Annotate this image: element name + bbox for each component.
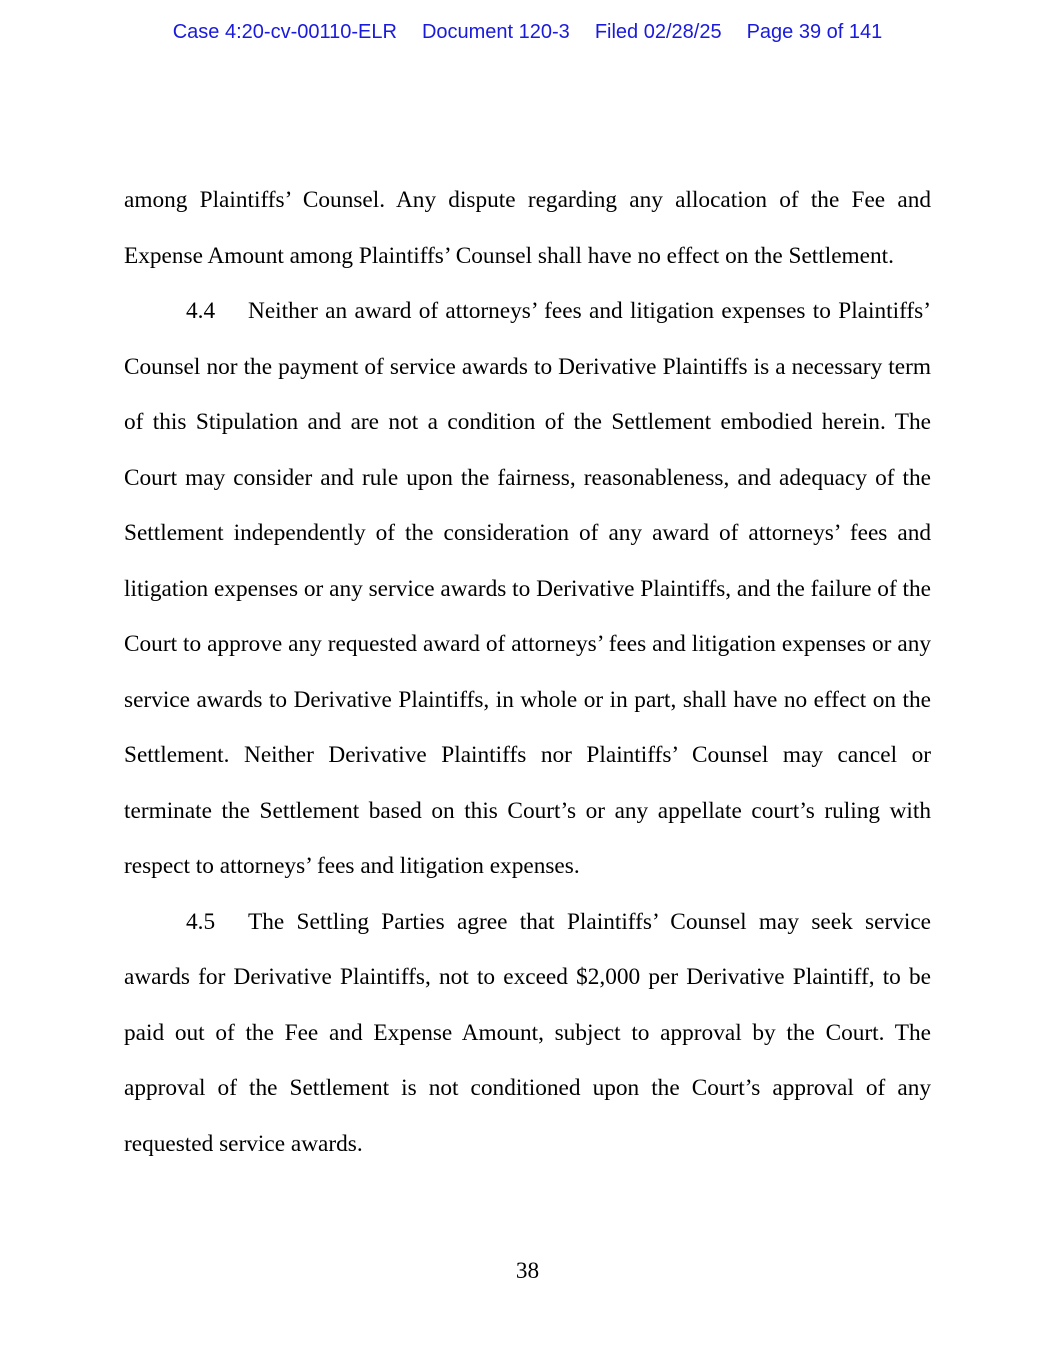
section-text: Neither an award of attorneys’ fees and litigation expenses to Plaintiffs’ Counsel nor the payment of service awards to Derivative Plaintiffs is a necessary term of this Stipulation and are not a condition of the Settlement embodied herein. The Court may consider and rule upon the fairness, reasonableness, and adequacy of the Settlement independently of the consideration of any award of attorneys’ fees and litigation expenses or any service awards to Derivative Plaintiffs, and the failure of the Court to approve any requested award of attorneys’ fees and litigation expenses or any service awards to Derivative Plaintiffs, in whole or in part, shall have no effect on the Settlement. Neither Derivative Plaintiffs nor Plaintiffs’ Counsel may cancel or terminate the Settlement based on this Court’s or any appellate court’s ruling with respect to attorneys’ fees and litigation expenses.: [124, 298, 931, 879]
section-number: 4.5: [186, 908, 216, 935]
page-number: 38: [515, 1258, 540, 1284]
ecf-filing-header: [0, 19, 1055, 45]
filed-date: Filed 02/28/25: [594, 21, 722, 43]
continuation-paragraph: among Plaintiffs’ Counsel. Any dispute regarding any allocation of the Fee and Expense Amount among Plaintiffs’ Counsel shall have no effect on the Settlement.: [124, 187, 931, 269]
section-4-4-paragraph: [124, 284, 931, 895]
document-body: [124, 173, 931, 1172]
section-4-5-paragraph: [124, 895, 931, 1173]
page-count: Page 39 of 141: [746, 21, 883, 43]
case-number: Case 4:20-cv-00110-ELR: [172, 21, 397, 43]
section-number: 4.4: [186, 298, 216, 324]
section-text: The Settling Parties agree that Plaintiffs’ Counsel may seek service awards for Derivative Plaintiffs, not to exceed $2,000 per Derivative Plaintiff, to be paid out of the Fee and Expense Amount, subject to approval by the Court. The approval of the Settlement is not conditioned upon the Court’s approval of any requested service awards.: [124, 908, 931, 1157]
document-number: Document 120-3: [421, 21, 570, 43]
